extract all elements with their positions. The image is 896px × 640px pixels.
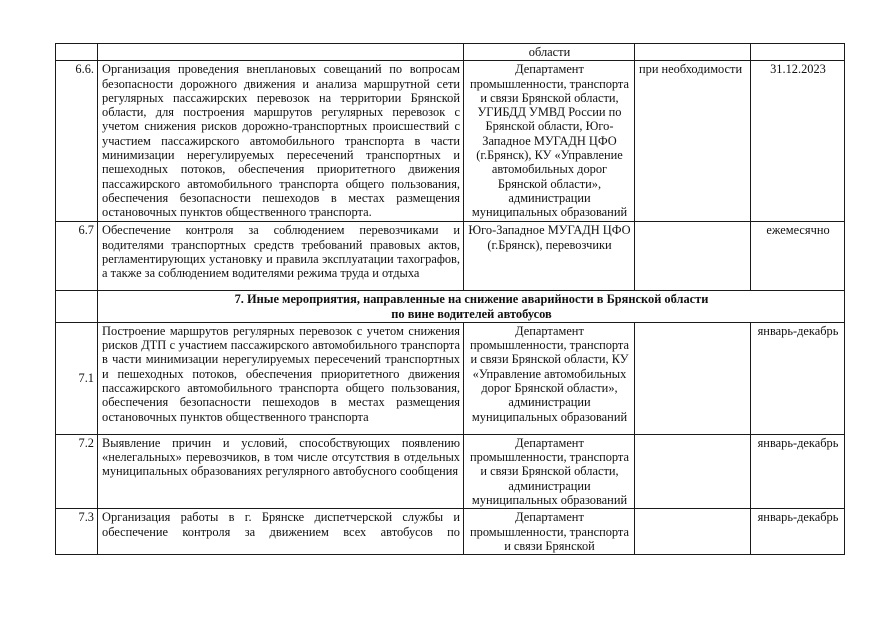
cell-num: 7.2 <box>56 434 98 508</box>
cell-responsible: Департамент промышленности, транспорта и связи Брянской области, КУ «Управление автомобильных дорог Брянской области», администрации муниципальных образований <box>464 322 635 434</box>
cell-source <box>635 434 751 508</box>
cell-num <box>56 291 98 323</box>
cell-activity: Организация работы в г. Брянске диспетчерской службы и обеспечение контроля за движением всех автобусов по <box>98 509 464 555</box>
cell-date: январь-декабрь <box>751 509 845 555</box>
cell-responsible: Департамент промышленности, транспорта и связи Брянской области, администрации муниципальных образований <box>464 434 635 508</box>
table-row <box>56 509 845 555</box>
cell-activity <box>98 44 464 61</box>
cell-activity: Обеспечение контроля за соблюдением перевозчиками и водителями транспортных средств требований правовых актов, регламентирующих установку и правила эксплуатации тахографов, а также за соблюдением водителями режима труда и отдыха <box>98 222 464 291</box>
cell-responsible: Юго-Западное МУГАДН ЦФО (г.Брянск), перевозчики <box>464 222 635 291</box>
cell-responsible: Департамент промышленности, транспорта и связи Брянской области, УГИБДД УМВД России по Брянской области, Юго-Западное МУГАДН ЦФО (г.Брянск), КУ «Управление автомобильных дорог Брянской области», администрации муниципальных образований <box>464 61 635 222</box>
table-row <box>56 61 845 222</box>
cell-date: январь-декабрь <box>751 434 845 508</box>
cell-num: 6.7 <box>56 222 98 291</box>
cell-responsible: Департамент промышленности, транспорта и связи Брянской <box>464 509 635 555</box>
cell-date: 31.12.2023 <box>751 61 845 222</box>
cell-date: ежемесячно <box>751 222 845 291</box>
cell-source <box>635 322 751 434</box>
section-heading <box>98 291 845 323</box>
cell-date: январь-декабрь <box>751 322 845 434</box>
section-heading-line-1: 7. Иные мероприятия, направленные на снижение аварийности в Брянской области <box>234 292 709 307</box>
cell-date <box>751 44 845 61</box>
cell-source <box>635 222 751 291</box>
section-row <box>56 291 845 323</box>
section-heading-line-2: по вине водителей автобусов <box>391 306 552 321</box>
cell-activity: Организация проведения внеплановых совещаний по вопросам безопасности дорожного движения и анализа маршрутной сети регулярных пассажирских перевозок на территории Брянской области, для построения маршрутов регулярных перевозок с учетом снижения рисков дорожно-транспортных происшествий с участием пассажирского автомобильного транспорта в части минимизации нерегулируемых пересечений транспортных и пешеходных потоков, обеспечения приоритетного движения пассажирского автомобильного транспорта общего пользования, обеспечения безопасности пешеходов в местах размещения остановочных пунктов общественного транспорта. <box>98 61 464 222</box>
cell-num: 6.6. <box>56 61 98 222</box>
cell-source: при необходимости <box>635 61 751 222</box>
cell-source <box>635 44 751 61</box>
table-row <box>56 322 845 434</box>
table-row <box>56 222 845 291</box>
cell-responsible: области <box>464 44 635 61</box>
cell-num: 7.1 <box>56 322 98 434</box>
table-row <box>56 44 845 61</box>
cell-activity: Выявление причин и условий, способствующих появлению «нелегальных» перевозчиков, в том числе отсутствия в отдельных муниципальных образованиях регулярного автобусного сообщения <box>98 434 464 508</box>
cell-activity: Построение маршрутов регулярных перевозок с учетом снижения рисков ДТП с участием пассажирского автомобильного транспорта в части минимизации нерегулируемых пересечений транспортных и пешеходных потоков, обеспечения приоритетного движения пассажирского автомобильного транспорта общего пользования, обеспечения безопасности пешеходов в местах размещения остановочных пунктов общественного транспорта <box>98 322 464 434</box>
cell-num <box>56 44 98 61</box>
measures-table <box>55 43 845 555</box>
cell-num: 7.3 <box>56 509 98 555</box>
table-row <box>56 434 845 508</box>
cell-source <box>635 509 751 555</box>
